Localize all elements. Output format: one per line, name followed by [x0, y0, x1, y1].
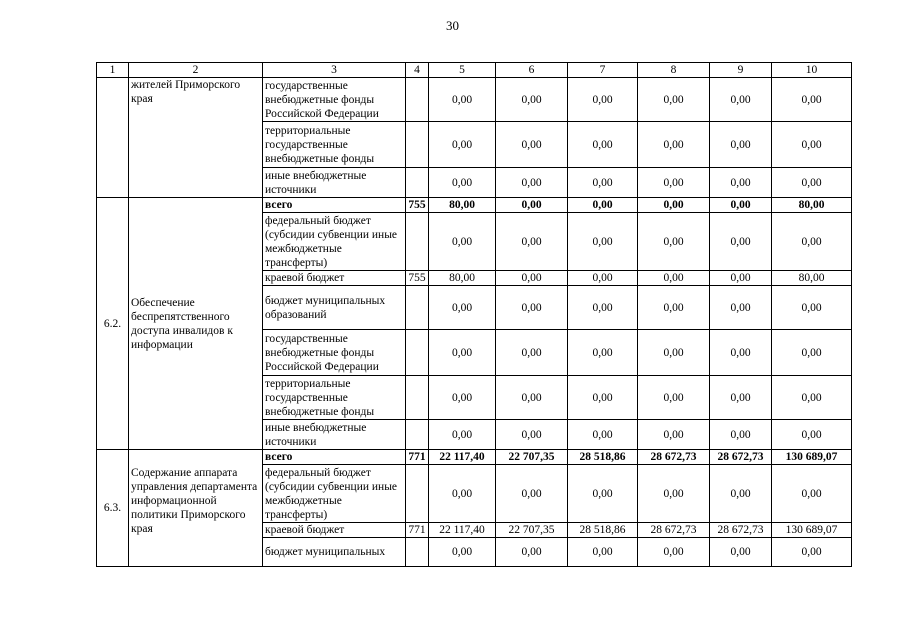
- value-cell: 0,00: [496, 168, 568, 198]
- code-cell: [406, 376, 429, 420]
- code-cell: [406, 465, 429, 523]
- value-cell: 0,00: [772, 286, 852, 330]
- value-cell: 0,00: [710, 78, 772, 122]
- value-cell: 0,00: [496, 286, 568, 330]
- value-cell: 0,00: [710, 330, 772, 376]
- value-cell: 0,00: [710, 538, 772, 567]
- value-cell: 0,00: [772, 168, 852, 198]
- row-description: Обеспечение беспрепятственного доступа инвалидов к информации: [129, 198, 263, 450]
- value-cell: 0,00: [568, 271, 638, 286]
- value-cell: 0,00: [568, 330, 638, 376]
- value-cell: 0,00: [429, 376, 496, 420]
- value-cell: 0,00: [496, 271, 568, 286]
- header-cell: 3: [263, 63, 406, 78]
- funding-source: всего: [263, 198, 406, 213]
- row-description: Содержание аппарата управления департамента информационной политики Приморского края: [129, 450, 263, 567]
- funding-source: иные внебюджетные источники: [263, 168, 406, 198]
- code-cell: 755: [406, 198, 429, 213]
- value-cell: 28 518,86: [568, 450, 638, 465]
- funding-source: бюджет муниципальных образований: [263, 286, 406, 330]
- value-cell: 22 117,40: [429, 450, 496, 465]
- value-cell: 0,00: [710, 271, 772, 286]
- value-cell: 0,00: [772, 78, 852, 122]
- value-cell: 0,00: [568, 376, 638, 420]
- value-cell: 0,00: [429, 538, 496, 567]
- code-cell: 771: [406, 450, 429, 465]
- value-cell: 0,00: [429, 213, 496, 271]
- row-number: [97, 78, 129, 198]
- value-cell: 0,00: [429, 122, 496, 168]
- row-description: жителей Приморского края: [129, 78, 263, 198]
- funding-source: краевой бюджет: [263, 523, 406, 538]
- page-number: 30: [446, 18, 459, 33]
- value-cell: 0,00: [496, 465, 568, 523]
- value-cell: 0,00: [496, 420, 568, 450]
- value-cell: 0,00: [772, 465, 852, 523]
- funding-source: государственные внебюджетные фонды Российской Федерации: [263, 330, 406, 376]
- budget-table: [96, 62, 852, 567]
- code-cell: [406, 213, 429, 271]
- code-cell: 771: [406, 523, 429, 538]
- code-cell: [406, 420, 429, 450]
- value-cell: 0,00: [710, 122, 772, 168]
- value-cell: 0,00: [772, 420, 852, 450]
- value-cell: 0,00: [496, 122, 568, 168]
- value-cell: 0,00: [710, 465, 772, 523]
- value-cell: 0,00: [496, 330, 568, 376]
- value-cell: 0,00: [638, 213, 710, 271]
- value-cell: 28 672,73: [638, 523, 710, 538]
- value-cell: 28 672,73: [638, 450, 710, 465]
- funding-source: территориальные государственные внебюджетные фонды: [263, 376, 406, 420]
- funding-source: федеральный бюджет (субсидии субвенции иные межбюджетные трансферты): [263, 213, 406, 271]
- value-cell: 0,00: [772, 122, 852, 168]
- value-cell: 0,00: [496, 78, 568, 122]
- funding-source: краевой бюджет: [263, 271, 406, 286]
- value-cell: 0,00: [568, 78, 638, 122]
- value-cell: 0,00: [429, 286, 496, 330]
- value-cell: 0,00: [772, 213, 852, 271]
- value-cell: 0,00: [429, 465, 496, 523]
- funding-source: бюджет муниципальных: [263, 538, 406, 567]
- funding-source: федеральный бюджет (субсидии субвенции иные межбюджетные трансферты): [263, 465, 406, 523]
- value-cell: 0,00: [568, 122, 638, 168]
- funding-source: иные внебюджетные источники: [263, 420, 406, 450]
- value-cell: 0,00: [710, 168, 772, 198]
- header-cell: 10: [772, 63, 852, 78]
- value-cell: 0,00: [710, 376, 772, 420]
- value-cell: 22 707,35: [496, 450, 568, 465]
- code-cell: [406, 538, 429, 567]
- table-row-total: [97, 450, 852, 465]
- value-cell: 0,00: [638, 465, 710, 523]
- header-cell: 6: [496, 63, 568, 78]
- code-cell: [406, 286, 429, 330]
- value-cell: 0,00: [638, 78, 710, 122]
- value-cell: 0,00: [496, 198, 568, 213]
- value-cell: 0,00: [568, 286, 638, 330]
- value-cell: 0,00: [568, 420, 638, 450]
- header-cell: 8: [638, 63, 710, 78]
- code-cell: [406, 122, 429, 168]
- value-cell: 130 689,07: [772, 523, 852, 538]
- code-cell: 755: [406, 271, 429, 286]
- table-row-total: [97, 198, 852, 213]
- value-cell: 0,00: [710, 420, 772, 450]
- code-cell: [406, 168, 429, 198]
- value-cell: 28 672,73: [710, 450, 772, 465]
- value-cell: 0,00: [429, 78, 496, 122]
- value-cell: 0,00: [568, 465, 638, 523]
- header-cell: 5: [429, 63, 496, 78]
- table-row: [97, 78, 852, 122]
- value-cell: 22 707,35: [496, 523, 568, 538]
- value-cell: 0,00: [568, 213, 638, 271]
- value-cell: 0,00: [429, 168, 496, 198]
- value-cell: 0,00: [638, 286, 710, 330]
- value-cell: 130 689,07: [772, 450, 852, 465]
- row-number: 6.3.: [97, 450, 129, 567]
- value-cell: 0,00: [710, 286, 772, 330]
- value-cell: 0,00: [429, 330, 496, 376]
- value-cell: 80,00: [429, 271, 496, 286]
- value-cell: 0,00: [638, 168, 710, 198]
- value-cell: 0,00: [496, 213, 568, 271]
- value-cell: 0,00: [496, 376, 568, 420]
- funding-source: государственные внебюджетные фонды Российской Федерации: [263, 78, 406, 122]
- value-cell: 0,00: [568, 538, 638, 567]
- value-cell: 0,00: [772, 330, 852, 376]
- row-number: 6.2.: [97, 198, 129, 450]
- value-cell: 80,00: [772, 271, 852, 286]
- funding-source: всего: [263, 450, 406, 465]
- value-cell: 0,00: [638, 330, 710, 376]
- value-cell: 0,00: [638, 538, 710, 567]
- header-cell: 1: [97, 63, 129, 78]
- value-cell: 80,00: [772, 198, 852, 213]
- code-cell: [406, 78, 429, 122]
- value-cell: 0,00: [638, 420, 710, 450]
- value-cell: 0,00: [638, 122, 710, 168]
- value-cell: 0,00: [638, 198, 710, 213]
- value-cell: 0,00: [772, 376, 852, 420]
- value-cell: 0,00: [429, 420, 496, 450]
- value-cell: 0,00: [638, 376, 710, 420]
- value-cell: 0,00: [568, 198, 638, 213]
- value-cell: 80,00: [429, 198, 496, 213]
- value-cell: 28 518,86: [568, 523, 638, 538]
- value-cell: 0,00: [772, 538, 852, 567]
- header-cell: 2: [129, 63, 263, 78]
- value-cell: 0,00: [710, 213, 772, 271]
- code-cell: [406, 330, 429, 376]
- header-cell: 7: [568, 63, 638, 78]
- header-cell: 9: [710, 63, 772, 78]
- value-cell: 28 672,73: [710, 523, 772, 538]
- header-row: [97, 63, 852, 78]
- value-cell: 22 117,40: [429, 523, 496, 538]
- value-cell: 0,00: [568, 168, 638, 198]
- header-cell: 4: [406, 63, 429, 78]
- value-cell: 0,00: [710, 198, 772, 213]
- funding-source: территориальные государственные внебюджетные фонды: [263, 122, 406, 168]
- value-cell: 0,00: [496, 538, 568, 567]
- value-cell: 0,00: [638, 271, 710, 286]
